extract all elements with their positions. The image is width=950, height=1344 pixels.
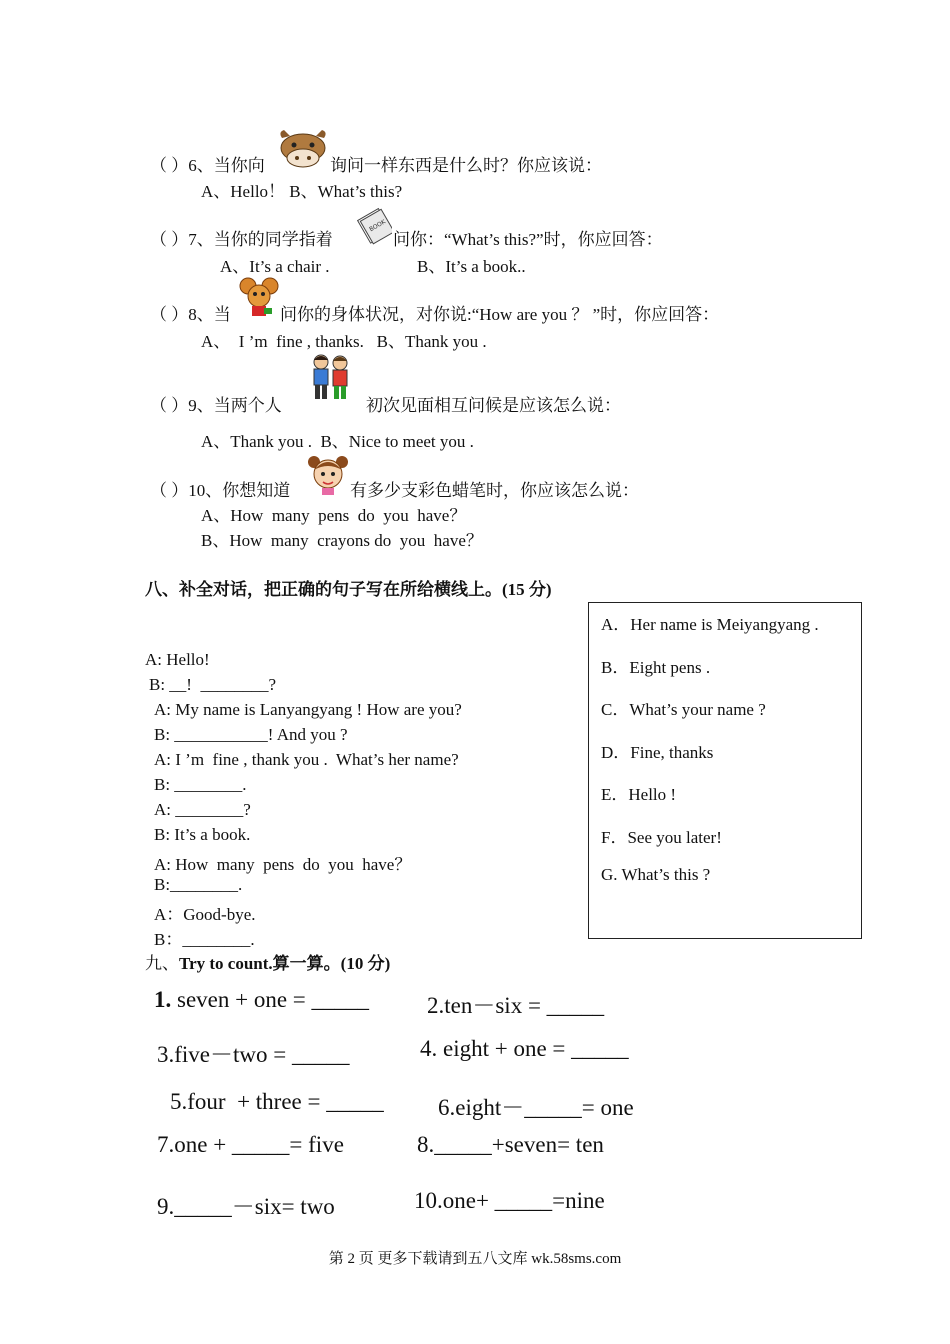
choice-item: B．Eight pens . <box>601 658 711 677</box>
dialogue-line: A: My name is Lanyangyang ! How are you? <box>154 700 462 719</box>
choice-item: G. What’s this ? <box>601 865 711 884</box>
book-icon <box>356 205 392 245</box>
q6-stem-end: 询问一样东西是什么时？你应该说： <box>330 156 602 175</box>
math-problem-10: 10.one+ _____=nine <box>414 1188 605 1213</box>
q8-stem-end: 问你的身体状况，对你说:“How are you ？ ”时，你应回答： <box>280 305 720 324</box>
page-footer: 第 2 页 更多下载请到五八文库 wk.58sms.com <box>328 1251 622 1267</box>
q10-option-b: B、How many crayons do you have？ <box>201 531 483 550</box>
q9-options: A、Thank you . B、Nice to meet you . <box>201 432 474 451</box>
section8-title: 八、补全对话，把正确的句子写在所给横线上。(15 分) <box>145 580 552 599</box>
q10-stem-start: （ ）10、你想知道 <box>150 481 291 500</box>
choice-item: A．Her name is Meiyangyang . <box>601 615 819 634</box>
q9-stem-start: （ ）9、当两个人 <box>150 396 282 415</box>
math-problem-8: 8._____+seven= ten <box>417 1132 604 1157</box>
q8-options: A、 I ’m fine , thanks. B、Thank you . <box>201 332 487 351</box>
q8-stem-start: （ ）8、当 <box>150 305 231 324</box>
dialogue-line: B: ________. <box>154 775 247 794</box>
svg-text:BOOK: BOOK <box>368 218 387 234</box>
choice-item: E．Hello ! <box>601 785 677 804</box>
choice-item: F．See you later! <box>601 828 722 847</box>
mouse-character-icon <box>238 276 280 318</box>
q6-options: A、Hello！ B、What’s this? <box>201 182 403 201</box>
section9-title-prefix: 九、 <box>145 954 179 973</box>
q9-stem-end: 初次见面相互问候是应该怎么说： <box>366 396 621 415</box>
math-problem-4: 4. eight + one = _____ <box>420 1036 629 1061</box>
q7-option-a: A、It’s a chair . <box>220 257 330 276</box>
dialogue-line: B：________. <box>154 930 255 949</box>
math-problem-1-number: 1. <box>154 987 172 1012</box>
q10-stem-end: 有多少支彩色蜡笔时，你应该怎么说： <box>350 481 639 500</box>
answer-choices-box <box>588 602 862 939</box>
section9-title-chinese: 算一算。(10 分) <box>272 954 391 973</box>
dialogue-line: A: Hello! <box>145 650 210 669</box>
q6-stem-start: （ ）6、当你向 <box>150 156 265 175</box>
dialogue-line: A：Good-bye. <box>154 905 256 924</box>
cow-icon <box>276 128 330 172</box>
math-problem-6: 6.eight－_____= one <box>438 1095 634 1120</box>
math-problem-9: 9._____－six= two <box>157 1194 335 1219</box>
dialogue-line: B: __! ________? <box>149 675 277 694</box>
choice-item: C．What’s your name ? <box>601 700 766 719</box>
dialogue-line: A: ________? <box>154 800 251 819</box>
dialogue-line: B: ___________! And you ? <box>154 725 348 744</box>
dialogue-line: A: How many pens do you have？ <box>154 855 412 874</box>
girl-face-icon <box>306 452 350 496</box>
math-problem-1-text: seven + one = _____ <box>177 987 370 1012</box>
q7-stem-start: （ ）7、当你的同学指着 <box>150 230 333 249</box>
dialogue-line: A: I ’m fine , thank you . What’s her name? <box>154 750 459 769</box>
q7-stem-end: 问你：“What’s this?”时，你应回答： <box>393 230 663 249</box>
math-problem-7: 7.one + _____= five <box>157 1132 344 1157</box>
math-problem-1 <box>154 987 369 1013</box>
section9-title-english: Try to count. <box>179 954 273 973</box>
dialogue-line: B: It’s a book. <box>154 825 251 844</box>
q10-option-a: A、How many pens do you have？ <box>201 506 467 525</box>
choice-item: D．Fine, thanks <box>601 743 714 762</box>
q7-option-b: B、It’s a book.. <box>417 257 526 276</box>
math-problem-5: 5.four + three = _____ <box>170 1089 384 1114</box>
math-problem-2: 2.ten－six = _____ <box>427 993 605 1018</box>
two-kids-icon <box>304 352 356 402</box>
math-problem-3: 3.five－two = _____ <box>157 1042 350 1067</box>
dialogue-line: B:________. <box>154 875 243 894</box>
section9-title <box>145 949 390 974</box>
